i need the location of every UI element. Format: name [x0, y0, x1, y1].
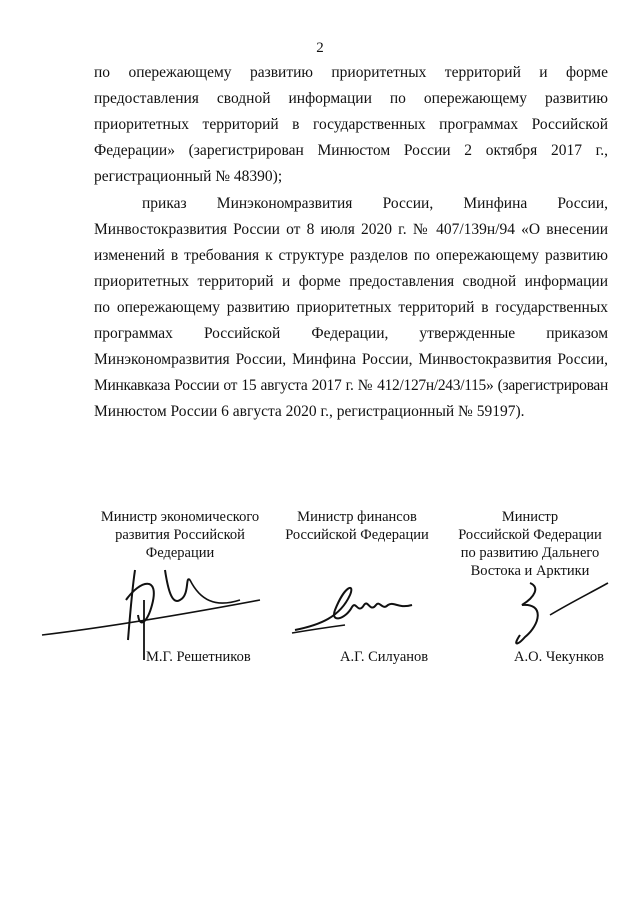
text-line: Минкавказа России от 15 августа 2017 г. № 412/127н/243/115» (зарегистрирован [94, 377, 608, 394]
text-line: приоритетных территорий и форме предоставления сводной информации [94, 273, 608, 290]
text-line: по опережающему развитию приоритетных территорий и форме [94, 64, 608, 81]
signatory-title-finance [272, 508, 442, 544]
page-number: 2 [316, 40, 324, 56]
text-line: Минвостокразвития России от 8 июля 2020 г. № 407/139н/94 «О внесении [94, 221, 608, 238]
text-line: приоритетных территорий в государственных программах Российской [94, 116, 608, 133]
signatory-title-far-east [450, 508, 610, 580]
title-line: Российской Федерации [458, 527, 602, 543]
signature-chekunkov [500, 575, 610, 655]
signatory-name-siluanov: А.Г. Силуанов [340, 649, 429, 665]
text-line: изменений в требования к структуре разделов по опережающему развитию [94, 247, 608, 264]
signatory-name-chekunkov: А.О. Чекунков [514, 649, 604, 665]
signatory-name-reshetnikov: М.Г. Решетников [146, 649, 251, 665]
title-line: Российской Федерации [285, 527, 429, 543]
text-line: программах Российской Федерации, утвержденные приказом [94, 325, 608, 342]
text-line: Федерации» (зарегистрирован Минюстом России 2 октября 2017 г., [94, 142, 608, 159]
title-line: Министр финансов [297, 509, 417, 525]
text-line: приказ Минэкономразвития России, Минфина России, [142, 195, 608, 212]
text-line: предоставления сводной информации по опережающему развитию [94, 90, 608, 107]
signature-siluanov [290, 575, 420, 640]
text-line: по опережающему развитию приоритетных территорий в государственных [94, 299, 608, 316]
signatory-title-economy [80, 508, 280, 562]
title-line: Министр экономического [100, 509, 260, 525]
title-line: Востока и Арктики [470, 563, 590, 579]
text-line: Минюстом России 6 августа 2020 г., регистрационный № 59197). [94, 403, 525, 420]
title-line: Федерации [145, 545, 215, 561]
title-line: Министр [501, 509, 559, 525]
text-line: регистрационный № 48390); [94, 168, 283, 185]
title-line: по развитию Дальнего [460, 545, 600, 561]
title-line: развития Российской [115, 527, 245, 543]
text-line: Минэкономразвития России, Минфина России, Минвостокразвития России, [94, 351, 608, 368]
